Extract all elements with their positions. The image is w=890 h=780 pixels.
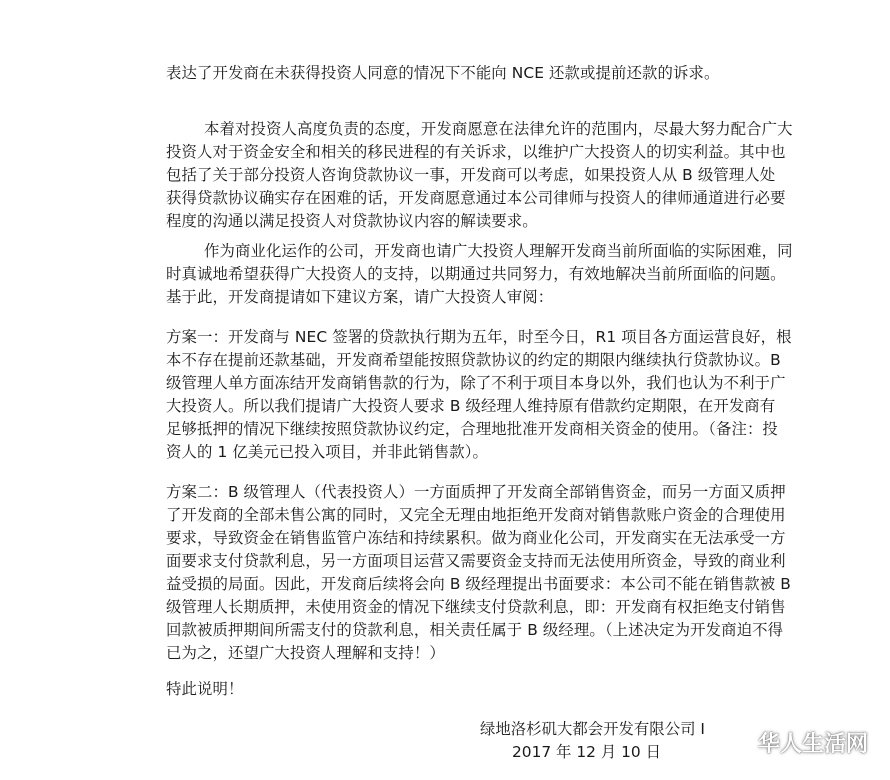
watermark [718,724,868,760]
watermark-text: 华人生活网 [758,731,869,757]
closing-line: 特此说明！ [166,680,244,698]
signature-company: 绿地洛杉矶大都会开发有限公司 I [480,720,705,738]
text-line: 获得贷款协议确实存在困难的话，开发商愿意通过本公司律师与投资人的律师通道进行必要 [166,189,786,207]
text-line: 足够抵押的情况下继续按照贷款协议约定，合理地批准开发商相关资金的使用。（备注：投 [166,420,778,438]
text-line: 时真诚地希望获得广大投资人的支持，以期通过共同努力，有效地解决当前所面临的问题。 [166,265,786,283]
text-line: 方案二：B 级管理人（代表投资人）一方面质押了开发商全部销售资金，而另一方面又质押 [166,483,786,501]
text-line: 级管理人长期质押，未使用资金的情况下继续支付贷款利息，即：开发商有权拒绝支付销售 [166,598,786,616]
wechat-icon [718,728,752,756]
text-line: 作为商业化运作的公司，开发商也请广大投资人理解开发商当前所面临的实际困难，同 [204,242,793,260]
text-line: 表达了开发商在未获得投资人同意的情况下不能向 NCE 还款或提前还款的诉求。 [166,64,720,82]
text-line: 方案一：开发商与 NEC 签署的贷款执行期为五年，时至今日，R1 项目各方面运营良好，根 [166,328,792,346]
text-line: 程度的沟通以满足投资人对贷款协议内容的解读要求。 [166,212,538,230]
text-line: 已为之，还望广大投资人理解和支持！） [166,644,445,662]
text-line: 资人的 1 亿美元已投入项目，并非此销售款）。 [166,443,488,461]
signature-date: 2017 年 12 月 10 日 [512,743,661,761]
text-line: 本着对投资人高度负责的态度，开发商愿意在法律允许的范围内，尽最大努力配合广大 [204,120,793,138]
text-line: 包括了关于部分投资人咨询贷款协议一事，开发商可以考虑，如果投资人从 B 级管理人处 [166,166,776,184]
text-line: 大投资人。所以我们提请广大投资人要求 B 级经理人维持原有借款约定期限，在开发商有 [166,397,776,415]
text-line: 基于此，开发商提请如下建议方案，请广大投资人审阅： [166,288,554,306]
text-line: 要求，导致资金在销售监管户冻结和持续累积。做为商业化公司，开发商实在无法承受一方 [166,529,786,547]
text-line: 面要求支付贷款利息，另一方面项目运营又需要资金支持而无法使用所资金，导致的商业利 [166,552,786,570]
text-line: 了开发商的全部未售公寓的同时，又完全无理由地拒绝开发商对销售款账户资金的合理使用 [166,506,786,524]
text-line: 益受损的局面。因此，开发商后续将会向 B 级经理提出书面要求：本公司不能在销售款被 B [166,575,791,593]
text-line: 本不存在提前还款基础，开发商希望能按照贷款协议的约定的期限内继续执行贷款协议。B [166,351,781,369]
text-line: 回款被质押期间所需支付的贷款利息，相关责任属于 B 级经理。（上述决定为开发商迫不得 [166,621,784,639]
text-line: 级管理人单方面冻结开发商销售款的行为，除了不利于项目本身以外，我们也认为不利于广 [166,374,786,392]
text-line: 投资人对于资金安全和相关的移民进程的有关诉求，以维护广大投资人的切实利益。其中也 [166,143,786,161]
